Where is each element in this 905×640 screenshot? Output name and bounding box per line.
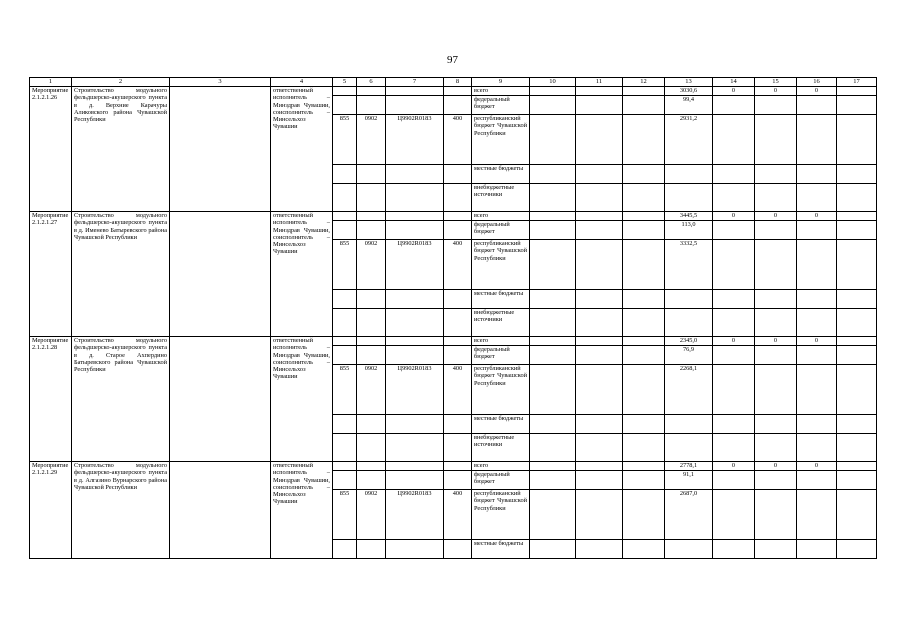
- funding-source: федеральный бюджет: [472, 471, 530, 490]
- year-value: [576, 365, 623, 415]
- executor: ответственный исполнитель – Минздрав Чувашии, соисполнитель – Минсельхоз Чувашии: [271, 212, 333, 337]
- year-value: [797, 184, 837, 212]
- activity-id: Мероприятие 2.1.2.1.29: [30, 462, 72, 559]
- column-number-13: 13: [665, 78, 713, 87]
- year-value: [530, 290, 576, 309]
- funding-source: всего: [472, 462, 530, 471]
- expense-type-code: [444, 309, 472, 337]
- section-code: 0902: [357, 115, 386, 165]
- year-value: [713, 540, 755, 559]
- target-article-code: [386, 96, 444, 115]
- year-value: [713, 165, 755, 184]
- executor: ответственный исполнитель – Минздрав Чувашии, соисполнитель – Минсельхоз Чувашии: [271, 87, 333, 212]
- year-value: [623, 96, 665, 115]
- budget-table: [29, 77, 877, 559]
- year-value: [576, 490, 623, 540]
- amount-value: 91,1: [665, 471, 713, 490]
- year-value: [837, 290, 877, 309]
- year-value: 0: [713, 87, 755, 96]
- funding-source: федеральный бюджет: [472, 221, 530, 240]
- funding-source: всего: [472, 337, 530, 346]
- grbs-code: 855: [333, 490, 357, 540]
- year-value: [837, 96, 877, 115]
- year-value: [837, 434, 877, 462]
- year-value: [713, 346, 755, 365]
- year-value: [530, 309, 576, 337]
- funding-source: республиканский бюджет Чувашской Республики: [472, 490, 530, 540]
- target-article-code: [386, 434, 444, 462]
- year-value: [797, 165, 837, 184]
- column-number-15: 15: [755, 78, 797, 87]
- grbs-code: [333, 184, 357, 212]
- year-value: [623, 184, 665, 212]
- section-code: [357, 415, 386, 434]
- year-value: [713, 96, 755, 115]
- year-value: [530, 337, 576, 346]
- year-value: [797, 290, 837, 309]
- year-value: [755, 365, 797, 415]
- funding-source: внебюджетные источники: [472, 309, 530, 337]
- year-value: [530, 87, 576, 96]
- funding-source: местные бюджеты: [472, 540, 530, 559]
- year-value: [576, 96, 623, 115]
- expense-type-code: [444, 471, 472, 490]
- year-value: [713, 490, 755, 540]
- column-number-8: 8: [444, 78, 472, 87]
- amount-value: [665, 415, 713, 434]
- target-article-code: [386, 184, 444, 212]
- year-value: [576, 337, 623, 346]
- section-code: [357, 212, 386, 221]
- section-code: [357, 309, 386, 337]
- amount-value: 2268,1: [665, 365, 713, 415]
- expense-type-code: 400: [444, 115, 472, 165]
- amount-value: [665, 434, 713, 462]
- column-number-14: 14: [713, 78, 755, 87]
- grbs-code: [333, 415, 357, 434]
- grbs-code: [333, 434, 357, 462]
- funding-source: всего: [472, 87, 530, 96]
- column-number-16: 16: [797, 78, 837, 87]
- year-value: [713, 309, 755, 337]
- table-row: [30, 212, 877, 221]
- year-value: [576, 165, 623, 184]
- amount-value: 3030,6: [665, 87, 713, 96]
- section-code: [357, 184, 386, 212]
- year-value: [530, 115, 576, 165]
- year-value: [755, 346, 797, 365]
- year-value: [797, 221, 837, 240]
- expense-type-code: [444, 96, 472, 115]
- year-value: 0: [755, 212, 797, 221]
- year-value: [713, 290, 755, 309]
- target-article-code: [386, 87, 444, 96]
- target-article-code: [386, 346, 444, 365]
- year-value: [713, 184, 755, 212]
- funding-source: местные бюджеты: [472, 290, 530, 309]
- year-value: [576, 87, 623, 96]
- year-value: [797, 434, 837, 462]
- year-value: [576, 434, 623, 462]
- column-number-10: 10: [530, 78, 576, 87]
- grbs-code: 855: [333, 240, 357, 290]
- year-value: [837, 462, 877, 471]
- amount-value: 2687,0: [665, 490, 713, 540]
- empty-cell: [170, 337, 271, 462]
- year-value: [576, 221, 623, 240]
- expense-type-code: 400: [444, 490, 472, 540]
- year-value: [623, 540, 665, 559]
- table-row: [30, 87, 877, 96]
- year-value: [623, 337, 665, 346]
- year-value: [530, 462, 576, 471]
- year-value: [623, 346, 665, 365]
- year-value: [755, 415, 797, 434]
- year-value: [623, 165, 665, 184]
- year-value: 0: [797, 87, 837, 96]
- year-value: 0: [755, 87, 797, 96]
- column-number-7: 7: [386, 78, 444, 87]
- year-value: [530, 471, 576, 490]
- year-value: [576, 212, 623, 221]
- expense-type-code: [444, 434, 472, 462]
- target-article-code: Ц9902R0183: [386, 490, 444, 540]
- year-value: 0: [755, 462, 797, 471]
- year-value: [623, 290, 665, 309]
- target-article-code: [386, 309, 444, 337]
- year-value: [837, 471, 877, 490]
- amount-value: 113,0: [665, 221, 713, 240]
- funding-source: федеральный бюджет: [472, 346, 530, 365]
- section-code: [357, 290, 386, 309]
- target-article-code: Ц9902R0183: [386, 115, 444, 165]
- year-value: [576, 462, 623, 471]
- target-article-code: [386, 212, 444, 221]
- expense-type-code: [444, 165, 472, 184]
- year-value: [713, 365, 755, 415]
- year-value: [755, 96, 797, 115]
- year-value: [755, 490, 797, 540]
- expense-type-code: [444, 87, 472, 96]
- year-value: [576, 471, 623, 490]
- year-value: [576, 240, 623, 290]
- year-value: [576, 309, 623, 337]
- year-value: [713, 240, 755, 290]
- amount-value: 3445,5: [665, 212, 713, 221]
- year-value: [837, 490, 877, 540]
- year-value: [623, 115, 665, 165]
- year-value: 0: [713, 337, 755, 346]
- activity-id: Мероприятие 2.1.2.1.27: [30, 212, 72, 337]
- expense-type-code: [444, 184, 472, 212]
- year-value: [837, 221, 877, 240]
- activity-id: Мероприятие 2.1.2.1.26: [30, 87, 72, 212]
- year-value: [837, 87, 877, 96]
- expense-type-code: [444, 212, 472, 221]
- grbs-code: [333, 462, 357, 471]
- expense-type-code: [444, 221, 472, 240]
- activity-name: Строительство модульного фельдшерско-акушерского пункта в д. Верхние Карачуры Аликовского района Чувашской Республики: [72, 87, 170, 212]
- column-number-17: 17: [837, 78, 877, 87]
- year-value: [530, 165, 576, 184]
- year-value: [530, 184, 576, 212]
- executor: ответственный исполнитель – Минздрав Чувашии, соисполнитель – Минсельхоз Чувашии: [271, 337, 333, 462]
- year-value: [530, 540, 576, 559]
- year-value: [797, 115, 837, 165]
- target-article-code: [386, 462, 444, 471]
- year-value: [755, 290, 797, 309]
- section-code: 0902: [357, 490, 386, 540]
- funding-source: федеральный бюджет: [472, 96, 530, 115]
- year-value: 0: [713, 462, 755, 471]
- target-article-code: [386, 290, 444, 309]
- year-value: [530, 212, 576, 221]
- grbs-code: [333, 212, 357, 221]
- grbs-code: [333, 337, 357, 346]
- year-value: 0: [713, 212, 755, 221]
- target-article-code: [386, 415, 444, 434]
- year-value: [797, 471, 837, 490]
- year-value: [623, 221, 665, 240]
- column-number-6: 6: [357, 78, 386, 87]
- expense-type-code: [444, 290, 472, 309]
- grbs-code: [333, 221, 357, 240]
- table-row: [30, 462, 877, 471]
- year-value: [576, 346, 623, 365]
- year-value: [755, 115, 797, 165]
- amount-value: [665, 309, 713, 337]
- amount-value: 3332,5: [665, 240, 713, 290]
- year-value: [530, 490, 576, 540]
- grbs-code: [333, 346, 357, 365]
- section-code: [357, 434, 386, 462]
- section-code: [357, 540, 386, 559]
- year-value: [755, 184, 797, 212]
- amount-value: 2345,0: [665, 337, 713, 346]
- empty-cell: [170, 462, 271, 559]
- column-number-3: 3: [170, 78, 271, 87]
- year-value: [623, 471, 665, 490]
- year-value: [623, 87, 665, 96]
- year-value: [530, 365, 576, 415]
- column-number-4: 4: [271, 78, 333, 87]
- section-code: [357, 221, 386, 240]
- grbs-code: [333, 540, 357, 559]
- grbs-code: [333, 471, 357, 490]
- target-article-code: [386, 540, 444, 559]
- year-value: [576, 184, 623, 212]
- year-value: [576, 415, 623, 434]
- year-value: [530, 96, 576, 115]
- expense-type-code: [444, 462, 472, 471]
- amount-value: [665, 165, 713, 184]
- year-value: [837, 346, 877, 365]
- year-value: [797, 540, 837, 559]
- table-row: [30, 337, 877, 346]
- grbs-code: [333, 165, 357, 184]
- funding-source: республиканский бюджет Чувашской Республики: [472, 240, 530, 290]
- executor: ответственный исполнитель – Минздрав Чувашии, соисполнитель – Минсельхоз Чувашии: [271, 462, 333, 559]
- section-code: [357, 346, 386, 365]
- funding-source: республиканский бюджет Чувашской Республики: [472, 115, 530, 165]
- year-value: [576, 115, 623, 165]
- section-code: [357, 462, 386, 471]
- year-value: [530, 240, 576, 290]
- target-article-code: Ц9902R0183: [386, 365, 444, 415]
- funding-source: всего: [472, 212, 530, 221]
- year-value: [623, 309, 665, 337]
- year-value: [713, 471, 755, 490]
- year-value: [755, 471, 797, 490]
- funding-source: республиканский бюджет Чувашской Республики: [472, 365, 530, 415]
- year-value: [755, 540, 797, 559]
- expense-type-code: [444, 415, 472, 434]
- section-code: [357, 337, 386, 346]
- year-value: [837, 165, 877, 184]
- section-code: [357, 96, 386, 115]
- year-value: [713, 221, 755, 240]
- activity-id: Мероприятие 2.1.2.1.28: [30, 337, 72, 462]
- year-value: [837, 365, 877, 415]
- year-value: [576, 290, 623, 309]
- column-number-1: 1: [30, 78, 72, 87]
- grbs-code: [333, 309, 357, 337]
- grbs-code: [333, 96, 357, 115]
- year-value: [797, 240, 837, 290]
- year-value: [755, 309, 797, 337]
- year-value: [797, 415, 837, 434]
- year-value: [713, 434, 755, 462]
- year-value: [797, 490, 837, 540]
- year-value: [755, 240, 797, 290]
- year-value: 0: [797, 462, 837, 471]
- year-value: [755, 165, 797, 184]
- section-code: 0902: [357, 365, 386, 415]
- funding-source: внебюджетные источники: [472, 184, 530, 212]
- year-value: [623, 365, 665, 415]
- year-value: [837, 184, 877, 212]
- empty-cell: [170, 87, 271, 212]
- year-value: [530, 346, 576, 365]
- section-code: [357, 87, 386, 96]
- amount-value: 2778,1: [665, 462, 713, 471]
- year-value: [755, 434, 797, 462]
- page-number: 97: [447, 54, 458, 66]
- column-number-12: 12: [623, 78, 665, 87]
- funding-source: местные бюджеты: [472, 165, 530, 184]
- year-value: [576, 540, 623, 559]
- year-value: [713, 115, 755, 165]
- target-article-code: [386, 471, 444, 490]
- grbs-code: 855: [333, 115, 357, 165]
- grbs-code: 855: [333, 365, 357, 415]
- year-value: [797, 309, 837, 337]
- year-value: [797, 346, 837, 365]
- year-value: 0: [797, 337, 837, 346]
- year-value: [837, 240, 877, 290]
- column-number-5: 5: [333, 78, 357, 87]
- expense-type-code: [444, 540, 472, 559]
- year-value: [623, 490, 665, 540]
- year-value: [713, 415, 755, 434]
- amount-value: 99,4: [665, 96, 713, 115]
- year-value: [837, 337, 877, 346]
- year-value: [623, 240, 665, 290]
- column-number-9: 9: [472, 78, 530, 87]
- target-article-code: [386, 165, 444, 184]
- grbs-code: [333, 87, 357, 96]
- year-value: [837, 309, 877, 337]
- amount-value: 76,9: [665, 346, 713, 365]
- section-code: [357, 471, 386, 490]
- year-value: [530, 415, 576, 434]
- expense-type-code: [444, 337, 472, 346]
- amount-value: [665, 290, 713, 309]
- year-value: [623, 462, 665, 471]
- target-article-code: [386, 221, 444, 240]
- funding-source: местные бюджеты: [472, 415, 530, 434]
- year-value: [530, 434, 576, 462]
- amount-value: [665, 540, 713, 559]
- year-value: 0: [797, 212, 837, 221]
- target-article-code: Ц9902R0183: [386, 240, 444, 290]
- year-value: [837, 115, 877, 165]
- year-value: [797, 96, 837, 115]
- empty-cell: [170, 212, 271, 337]
- funding-source: внебюджетные источники: [472, 434, 530, 462]
- year-value: [755, 221, 797, 240]
- activity-name: Строительство модульного фельдшерско-акушерского пункта в д. Именево Батыревского района Чувашской Республики: [72, 212, 170, 337]
- expense-type-code: [444, 346, 472, 365]
- year-value: [837, 415, 877, 434]
- section-code: 0902: [357, 240, 386, 290]
- year-value: 0: [755, 337, 797, 346]
- year-value: [530, 221, 576, 240]
- year-value: [837, 540, 877, 559]
- year-value: [837, 212, 877, 221]
- amount-value: 2931,2: [665, 115, 713, 165]
- activity-name: Строительство модульного фельдшерско-акушерского пункта в д. Старое Ахпердино Батыревского района Чувашской Республики: [72, 337, 170, 462]
- expense-type-code: 400: [444, 240, 472, 290]
- year-value: [623, 415, 665, 434]
- grbs-code: [333, 290, 357, 309]
- column-number-2: 2: [72, 78, 170, 87]
- column-number-row: [30, 78, 877, 87]
- section-code: [357, 165, 386, 184]
- activity-name: Строительство модульного фельдшерско-акушерского пункта в д. Алгазино Вурнарского района Чувашской Республики: [72, 462, 170, 559]
- year-value: [623, 434, 665, 462]
- year-value: [623, 212, 665, 221]
- amount-value: [665, 184, 713, 212]
- column-number-11: 11: [576, 78, 623, 87]
- target-article-code: [386, 337, 444, 346]
- expense-type-code: 400: [444, 365, 472, 415]
- year-value: [797, 365, 837, 415]
